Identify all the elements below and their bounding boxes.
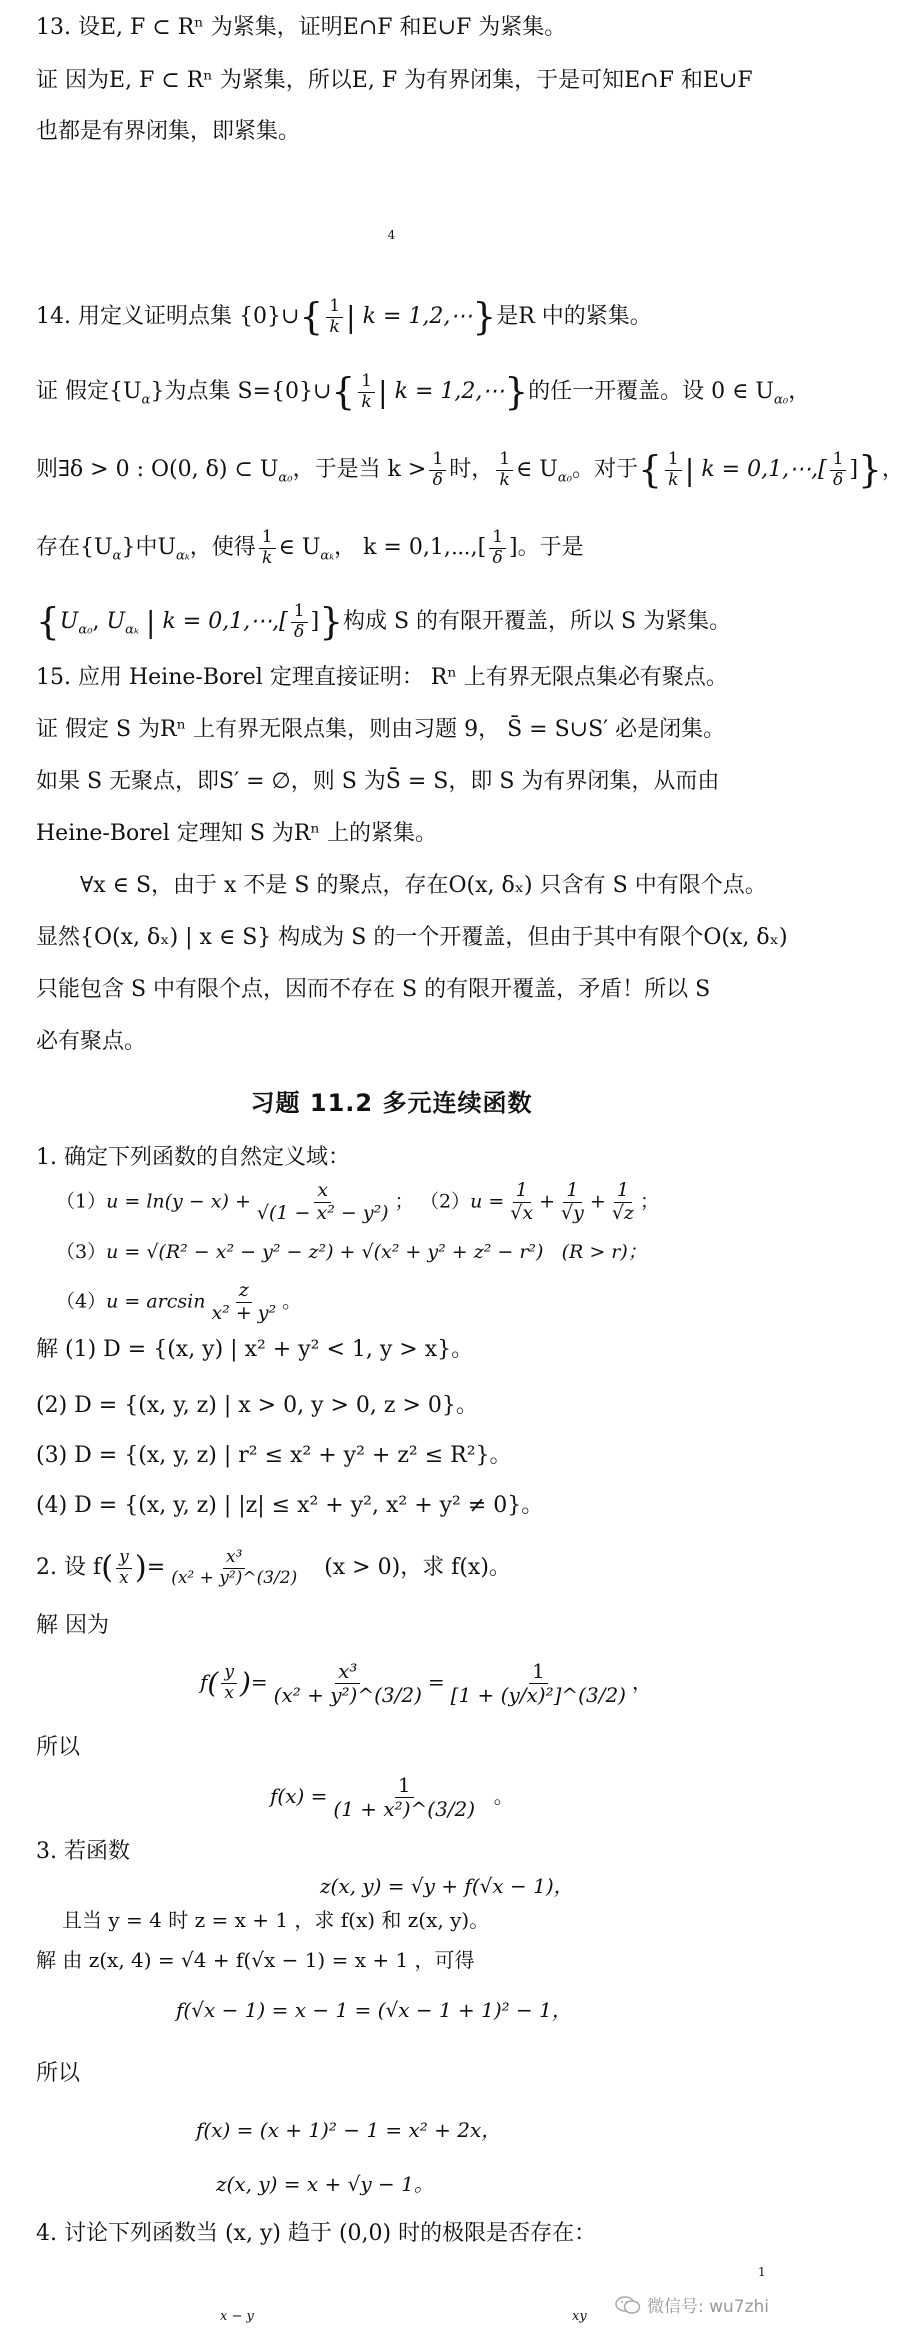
q2-title-num: x³: [223, 1548, 245, 1569]
problem-15-proof-line2: 如果 S 无聚点，即S′ = ∅，则 S 为S̄ = S，即 S 为有界闭集，从而由: [36, 769, 720, 794]
problem-15-proof-line4: ∀x ∈ S，由于 x 不是 S 的聚点，存在O(x, δₓ) 只含有 S 中有限个点。: [80, 873, 767, 898]
wechat-icon: [615, 2295, 641, 2315]
exercise-3-solution: 解 由 z(x, 4) = √4 + f(√x − 1) = x + 1 ，可得: [36, 1948, 475, 1972]
eq1-num: x³: [335, 1660, 360, 1684]
proof14-a: 证 假定{U: [36, 379, 142, 405]
exercise-3-so: 所以: [36, 2061, 81, 2086]
problem-15-proof-line5: 显然{O(x, δₓ) | x ∈ S} 构成为 S 的一个开覆盖，但由于其中有限个O(x, δₓ): [36, 925, 788, 950]
eq1-den2: [1 + (y/x)²]^(3/2): [450, 1683, 626, 1707]
problem-15-proof-line6: 只能包含 S 中有限个点，因而不存在 S 的有限开覆盖，矛盾！所以 S: [36, 977, 711, 1002]
problem-14-proof-line2: 则∃δ > 0 : O(0, δ) ⊂ $U_{\alpha_0}$，于是当 k > $\frac{1}{\delta}$ 时， $\frac{1}{k}$ ∈ $U_{\alpha_0}$。对于{ $\frac{1}{k}$ | k = 0,1,⋯,[ $\frac{1}{\delta}$ ]}，: [36, 447, 904, 492]
proof14-l3e: 。对于: [572, 457, 639, 483]
item1-expr: u = ln(y − x) +: [106, 1190, 251, 1213]
exercise-3-equation-4: z(x, y) = x + √y − 1。: [216, 2172, 434, 2196]
exercise-3-equation-2: f(√x − 1) = x − 1 = (√x − 1 + 1)² − 1，: [176, 1998, 572, 2022]
section-title: 习题 11.2 多元连续函数: [250, 1089, 533, 1117]
proof14-set0-b: k = 0,1,⋯,[: [162, 609, 288, 635]
exercise-1-solution-3: (3) D = {(x, y, z) | r² ≤ x² + y² + z² ≤ R²}。: [36, 1443, 512, 1468]
item4-den: x² + y²: [211, 1301, 277, 1324]
proof14-l4a: 存在{U: [36, 535, 113, 561]
item4-num: z: [236, 1280, 252, 1303]
proof14-l3a: 则∃δ > 0 : O(0, δ) ⊂ U: [36, 457, 279, 483]
item2-label: （2）: [420, 1190, 471, 1213]
problem-14-statement: 14. 用定义证明点集 {0}∪{ $\frac{1}{k}$ | k = 1,2,⋯}是R 中的紧集。: [36, 294, 652, 339]
item1-den: √(1 − x² − y²): [256, 1201, 389, 1224]
exercise-3-equation: z(x, y) = √y + f(√x − 1)，: [320, 1874, 574, 1898]
item3-label: （3）: [56, 1241, 107, 1263]
proof14-l3b: ，于是当 k >: [292, 457, 427, 483]
exercise-1-solution-1: 解 (1) D = {(x, y) | x² + y² < 1, y > x}。: [36, 1337, 474, 1362]
exercise-3-condition: 且当 y = 4 时 z = x + 1 ，求 f(x) 和 z(x, y)。: [62, 1908, 490, 1932]
exercise-4-fragment-a: x − y: [220, 2309, 254, 2324]
exercise-2-so: 所以: [36, 1735, 81, 1760]
exercise-3-equation-3: f(x) = (x + 1)² − 1 = x² + 2x，: [196, 2118, 502, 2142]
problem-13-proof-line1: 证 因为E, F ⊂ Rⁿ 为紧集，所以E, F 为有界闭集，于是可知E∩F 和E∪F: [36, 68, 753, 93]
eq2-den: (1 + x²)^(3/2): [333, 1797, 476, 1821]
exercise-1-solution-2: (2) D = {(x, y, z) | x > 0, y > 0, z > 0}。: [36, 1393, 478, 1418]
proof14-l4b: }中U: [121, 535, 176, 561]
exercise-2-equation-1: f( $\frac{y}{x}$ )= $\frac{\text{x³}}{\text{(x² + y²)\textasciicircum{}(3/2)}}$ = $\frac{1}{\text{[1 + (y/x)²]\textasciicircum{}(3/2)}}$ ，: [200, 1659, 652, 1707]
set-k-range: k = 1,2,⋯: [362, 304, 473, 330]
problem-14-proof-line1: 证 假定$\{U_\alpha\}$为点集 S={0}∪{ $\frac{1}{k}$ | k = 1,2,⋯}的任一开覆盖。设 0 ∈ $U_{\alpha_0}$，: [36, 369, 811, 414]
exercise-4-fragment-b: xy: [572, 2309, 587, 2324]
item1-label: （1）: [56, 1190, 107, 1213]
exercise-1-item-4: （4）u = arcsin $\frac{z}{\text{x² + y²}}$ 。: [56, 1279, 302, 1324]
item2-n2: 1: [563, 1180, 581, 1203]
exercise-3-title: 3. 若函数: [36, 1839, 130, 1864]
exercise-2-title: 2. 设 f( $\frac{y}{x}$ )= $\frac{\text{x³}}{\text{(x² + y²)\textasciicircum{}(3/2)}}$ (x > 0)，求 f(x)。: [36, 1547, 511, 1588]
item2-d2: √y: [561, 1201, 584, 1224]
exercise-2-equation-2: [270, 1774, 514, 1821]
proof14-l4f: ]。于是: [509, 535, 584, 561]
problem-13-statement: 13. 设E, F ⊂ Rⁿ 为紧集，证明E∩F 和E∪F 为紧集。: [36, 15, 567, 40]
exercise-1-solution-4: (4) D = {(x, y, z) | |z| ≤ x² + y², x² + y² ≠ 0}。: [36, 1493, 544, 1518]
problem-14-title-start: 14. 用定义证明点集 {0}∪: [36, 304, 300, 330]
eq2-end: 。: [493, 1784, 514, 1808]
eq1-one: 1: [529, 1660, 548, 1684]
exercise-1-item-2: （2）u = $\frac{1}{√x}$ + $\frac{1}{√y}$ + $\frac{1}{√z}$ ；: [420, 1179, 659, 1224]
q2-title-a: 2. 设 f: [36, 1555, 102, 1581]
exercise-1-item-3: [56, 1238, 647, 1266]
q2-title-den: (x² + y²)^(3/2): [171, 1567, 298, 1588]
page-mark: 1: [758, 2265, 766, 2279]
problem-14-title-end: 是R 中的紧集。: [496, 304, 652, 330]
item2-expr: u =: [470, 1190, 505, 1213]
item2-d1: √x: [510, 1201, 534, 1224]
exercise-1-title: 1. 确定下列函数的自然定义域：: [36, 1145, 350, 1170]
item3-expr: u = √(R² − x² − y² − z²) + √(x² + y² + z² − r²): [106, 1241, 544, 1263]
exercise-1-item-1: （1）u = ln(y − x) + $\frac{x}{\text{√(1 − x² − y²)}}$ ；: [56, 1179, 414, 1224]
proof14-l4d: ∈ U: [278, 535, 321, 561]
proof14-l3c: 时，: [449, 457, 494, 483]
wechat-watermark: [615, 2292, 769, 2317]
eq2-lhs: f(x) =: [270, 1784, 328, 1808]
item3-cond: (R > r)；: [561, 1241, 647, 1263]
q2-yx-n: y: [116, 1548, 132, 1569]
proof14-b: }为点集 S={0}∪: [150, 379, 332, 405]
problem-14-proof-line3: 存在$\{U_\alpha\}$中$U_{\alpha_k}$，使得 $\frac{1}{k}$ ∈ $U_{\alpha_k}$， k = 0,1,⋯,[ $\frac{1}{\delta}$ ]。于是: [36, 527, 584, 568]
problem-13-proof-line2: 也都是有界闭集，即紧集。: [36, 119, 301, 144]
proof14-l4c: ，使得: [189, 535, 256, 561]
proof14-l4e: ， k = 0,1,⋯,[: [334, 535, 487, 561]
exercise-4-title: 4. 讨论下列函数当 (x, y) 趋于 (0,0) 时的极限是否存在：: [36, 2221, 597, 2246]
eq1-yx-n: y: [221, 1663, 237, 1684]
page-number: 4: [387, 228, 396, 242]
watermark-text: 微信号: wu7zhi: [646, 2297, 769, 2317]
problem-15-proof-line7: 必有聚点。: [36, 1029, 147, 1054]
item2-d3: √z: [611, 1201, 634, 1224]
proof14-l5a: 构成 S 的有限开覆盖，所以 S 为紧集。: [342, 609, 732, 635]
eq2-one: 1: [395, 1774, 414, 1798]
item4-label: （4）: [56, 1290, 107, 1313]
problem-14-proof-line4: {$U_{\alpha_0}$, $U_{\alpha_k}$ | k = 0,1,⋯,[ $\frac{1}{\delta}$ ]}构成 S 的有限开覆盖，所以 S 为紧集。: [36, 599, 732, 644]
exercise-2-solution-head: 解 因为: [36, 1613, 109, 1638]
proof14-c: 的任一开覆盖。设 0 ∈ U: [528, 379, 774, 405]
proof14-l3d: ∈ U: [516, 457, 558, 483]
item2-n3: 1: [614, 1180, 632, 1203]
proof14-set0: k = 0,1,⋯,[: [701, 457, 827, 483]
eq1-den: (x² + y²)^(3/2): [273, 1683, 422, 1707]
problem-15-proof-line1: 证 假定 S 为Rⁿ 上有界无限点集，则由习题 9， S̄ = S∪S′ 必是闭集。: [36, 717, 726, 742]
eq1-yx-d: x: [224, 1683, 234, 1703]
item2-n1: 1: [513, 1180, 531, 1203]
problem-15-proof-line3: Heine-Borel 定理知 S 为Rⁿ 上的紧集。: [36, 821, 437, 846]
item1-num: x: [314, 1180, 331, 1203]
proof14-set: k = 1,2,⋯: [394, 379, 505, 405]
item4-expr: u = arcsin: [106, 1290, 206, 1313]
problem-15-statement: 15. 应用 Heine-Borel 定理直接证明： Rⁿ 上有界无限点集必有聚点。: [36, 665, 728, 690]
q2-yx-d: x: [119, 1567, 129, 1588]
q2-title-b: (x > 0)，求 f(x)。: [324, 1555, 511, 1581]
